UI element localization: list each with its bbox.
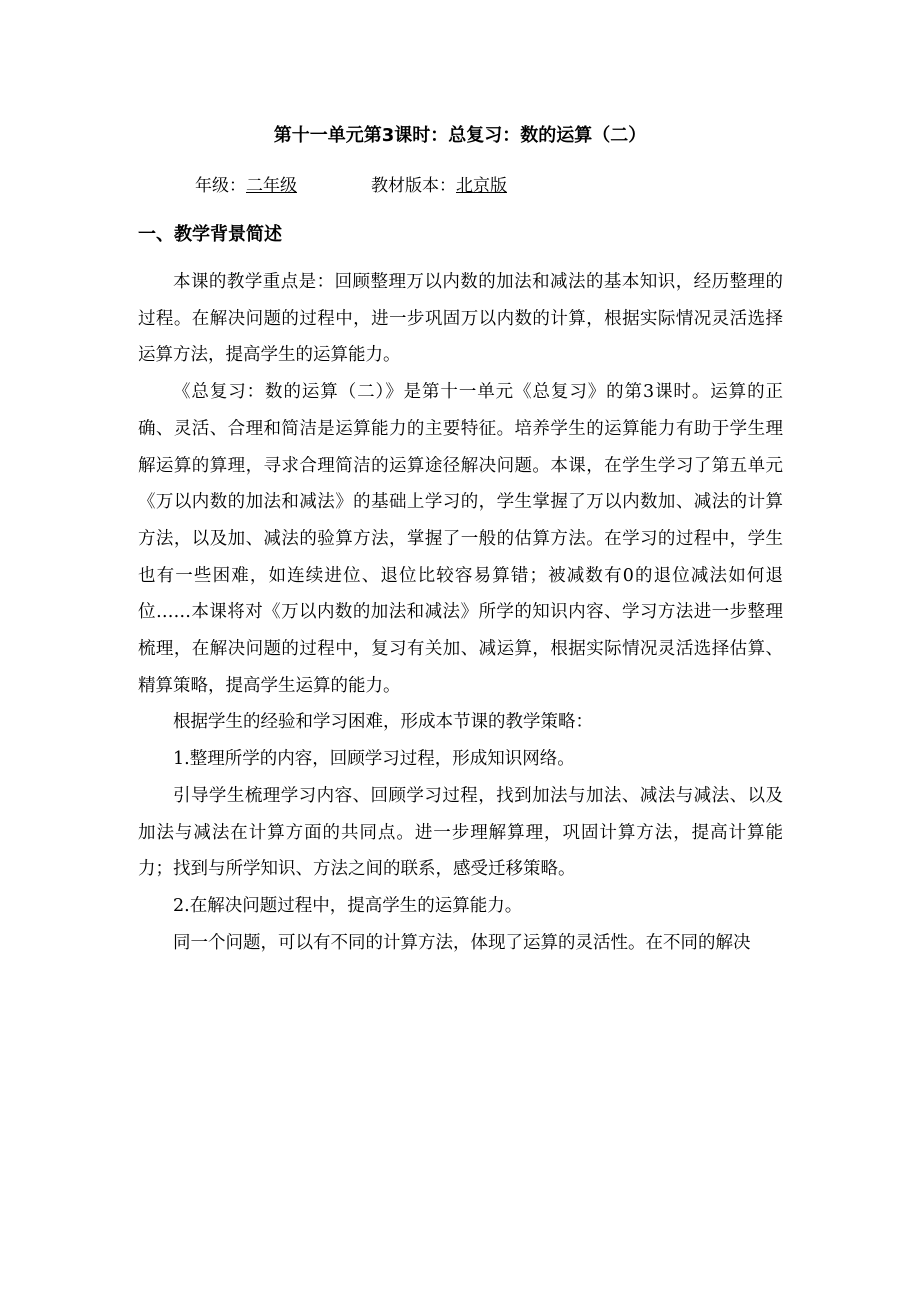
grade-value: 二年级 bbox=[246, 176, 297, 196]
document-title: 第十一单元第3课时：总复习：数的运算（二） bbox=[273, 125, 647, 146]
paragraph: 引导学生梳理学习内容、回顾学习过程，找到加法与加法、减法与减法、以及加法与减法在计算方面的共同点。进一步理解算理，巩固计算方法，提高计算能力；找到与所学知识、方法之间的联系，感受迁移策略。 bbox=[138, 785, 783, 880]
paragraph: 根据学生的经验和学习困难，形成本节课的教学策略： bbox=[173, 712, 593, 733]
paragraph: 本课的教学重点是：回顾整理万以内数的加法和减法的基本知识，经历整理的过程。在解决问题的过程中，进一步巩固万以内数的计算，根据实际情况灵活选择运算方法，提高学生的运算能力。 bbox=[138, 272, 783, 366]
paragraph: 1.整理所学的内容，回顾学习过程，形成知识网络。 bbox=[173, 749, 575, 770]
edition-value: 北京版 bbox=[456, 176, 507, 196]
paragraph: 2.在解决问题过程中，提高学生的运算能力。 bbox=[173, 895, 523, 916]
section-body bbox=[138, 264, 783, 961]
paragraph: 同一个问题，可以有不同的计算方法，体现了运算的灵活性。在不同的解决 bbox=[173, 932, 751, 953]
paragraph: 《总复习：数的运算（二）》是第十一单元《总复习》的第3课时。运算的正确、灵活、合理和简洁是运算能力的主要特征。培养学生的运算能力有助于学生理解运算的算理，寻求合理简洁的运算途径解决问题。本课，在学生学习了第五单元《万以内数的加法和减法》的基础上学习的，学生掌握了万以内数加、减法的计算方法，以及加、减法的验算方法，掌握了一般的估算方法。在学习的过程中，学生也有一些困难，如连续进位、退位比较容易算错；被减数有0的退位减法如何退位……本课将对《万以内数的加法和减法》所学的知识内容、学习方法进一步整理梳理，在解决问题的过程中，复习有关加、减运算，根据实际情况灵活选择估算、精算策略，提高学生运算的能力。 bbox=[138, 382, 783, 696]
document-meta bbox=[195, 172, 507, 200]
section-heading-background: 一、教学背景简述 bbox=[138, 224, 282, 245]
grade-label: 年级： bbox=[195, 176, 246, 196]
edition-label: 教材版本： bbox=[371, 176, 456, 196]
